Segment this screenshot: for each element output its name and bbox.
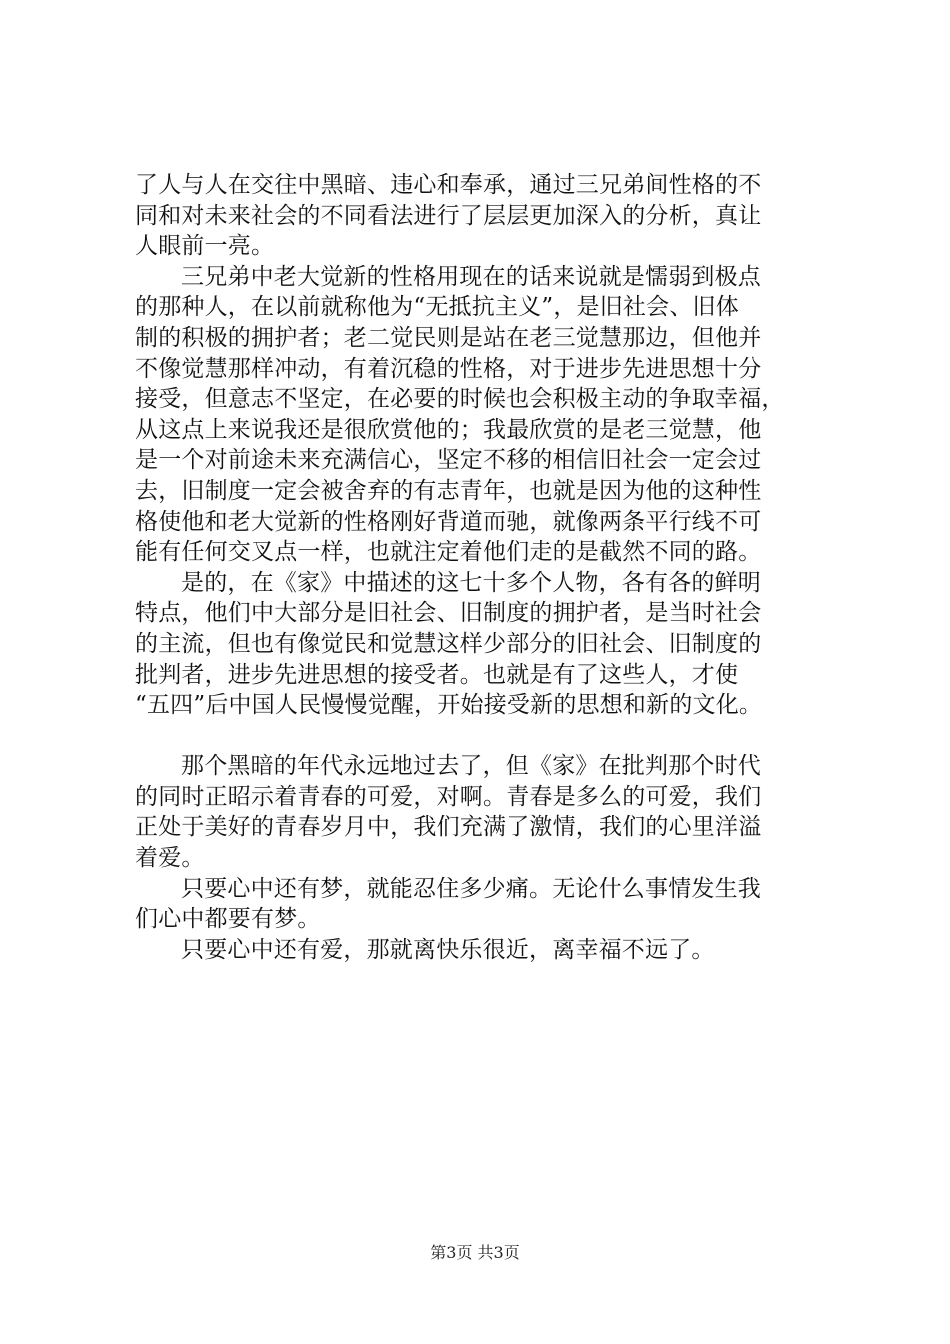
- paragraph-first-line: 只要心中还有梦，就能忍住多少痛。无论什么事情发生我: [181, 875, 761, 902]
- text-line: 制的积极的拥护者；老二觉民则是站在老三觉慧那边，但他并: [135, 324, 762, 351]
- text-line: 接受，但意志不坚定，在必要的时候也会积极主动的争取幸福，: [135, 386, 785, 413]
- text-line: 从这点上来说我还是很欣赏他的；我最欣赏的是老三觉慧，他: [135, 416, 762, 443]
- text-line: 的主流，但也有像觉民和觉慧这样少部分的旧社会、旧制度的: [135, 630, 762, 657]
- text-line: 的那种人，在以前就称他为“无抵抗主义”，是旧社会、旧体: [135, 294, 739, 321]
- paragraph-first-line: 那个黑暗的年代永远地过去了，但《家》在批判那个时代: [181, 753, 761, 780]
- text-line: 着爱。: [135, 845, 205, 872]
- text-line: 能有任何交叉点一样，也就注定着他们走的是截然不同的路。: [135, 539, 762, 566]
- text-line: 正处于美好的青春岁月中，我们充满了激情，我们的心里洋溢: [135, 814, 762, 841]
- text-line: 人眼前一亮。: [135, 233, 275, 260]
- paragraph-gap: [135, 721, 835, 752]
- paragraph-first-line: 只要心中还有爱，那就离快乐很近，离幸福不远了。: [181, 936, 715, 963]
- paragraph-first-line: 是的，在《家》中描述的这七十多个人物，各有各的鲜明: [181, 569, 761, 596]
- text-line: 去，旧制度一定会被舍弃的有志青年，也就是因为他的这种性: [135, 477, 762, 504]
- text-line: 的同时正昭示着青春的可爱，对啊。青春是多么的可爱，我们: [135, 783, 762, 810]
- text-line: 了人与人在交往中黑暗、违心和奉承，通过三兄弟间性格的不: [135, 172, 762, 198]
- text-line: 批判者，进步先进思想的接受者。也就是有了这些人，才使: [135, 661, 739, 688]
- text-line: 不像觉慧那样冲动，有着沉稳的性格，对于进步先进思想十分: [135, 355, 762, 382]
- text-line: 格使他和老大觉新的性格刚好背道而驰，就像两条平行线不可: [135, 508, 762, 535]
- text-line: 们心中都要有梦。: [135, 906, 321, 933]
- text-line: 特点，他们中大部分是旧社会、旧制度的拥护者，是当时社会: [135, 600, 762, 627]
- paragraph-first-line: 三兄弟中老大觉新的性格用现在的话来说就是懦弱到极点: [181, 263, 761, 290]
- text-line: 是一个对前途未来充满信心，坚定不移的相信旧社会一定会过: [135, 447, 762, 474]
- page-number-footer: 第3页 共3页: [430, 1243, 520, 1262]
- text-line: 同和对未来社会的不同看法进行了层层更加深入的分析，真让: [135, 202, 762, 229]
- text-line: “五四”后中国人民慢慢觉醒，开始接受新的思想和新的文化。: [135, 692, 763, 719]
- document-body: [135, 170, 835, 965]
